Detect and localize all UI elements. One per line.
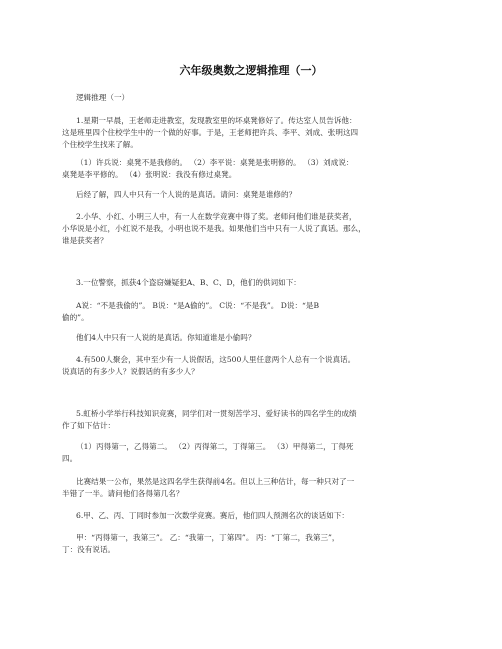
paragraph-problem-3: [62, 277, 442, 289]
paragraph-statements-1: [62, 157, 442, 181]
text-line: 比赛结果一公布，果然是这四名学生获得前4名。但以上三种估计，每一种只对了一: [76, 477, 355, 486]
text-line: 这是班里四个住校学生中的一个做的好事。于是，王老师把许兵、李平、刘成、张明这四: [62, 128, 359, 137]
text-line: 丁：没有说话。: [62, 545, 116, 554]
text-line: 说真话的有多少人？说假话的有多少人？: [62, 367, 199, 376]
text-line: （1）丙得第一，乙得第二。 （2）丙得第二，丁得第三。 （3）甲得第二，丁得死: [76, 442, 354, 451]
text-line: 4.有500人聚会，其中至少有一人说假话，这500人里任意两个人总有一个说真话。: [76, 355, 356, 364]
text-line: 作了如下估计：: [62, 421, 116, 430]
paragraph-problem-2: [62, 211, 442, 247]
text-line: 3.一位警察，抓获4个盗窃嫌疑犯A、B、C、D，他们的供词如下：: [76, 278, 301, 287]
paragraph-statements-5: [62, 441, 442, 465]
text-line: （1）许兵说：桌凳不是我修的。 （2）李平说：桌凳是张明修的。 （3）刘成说：: [76, 158, 354, 167]
text-line: 2.小华、小红、小明三人中，有一人在数学竞赛中得了奖。老师问他们谁是获奖者，: [76, 212, 357, 221]
text-line: 小华说是小红，小红说不是我，小明也说不是我。如果他们当中只有一人说了真话。那么，: [62, 224, 366, 233]
text-line: 逻辑推理（一）: [76, 93, 130, 102]
text-line: 个住校学生找来了解。: [62, 140, 138, 149]
text-line: 谁是获奖者？: [62, 236, 108, 245]
text-line: 6.甲、乙、丙、丁同时参加一次数学竞赛。赛后，他们四人预测名次的谈话如下：: [76, 511, 350, 520]
paragraph-question-3: [62, 332, 442, 344]
paragraph-question-1: [62, 189, 442, 201]
paragraph-problem-1: [62, 115, 442, 151]
document-title: 六年级奥数之逻辑推理（一）: [179, 64, 323, 77]
text-line: 四。: [62, 454, 78, 463]
text-line: 偷的”。: [62, 313, 89, 322]
text-line: 后经了解，四人中只有一个人说的是真话。请问：桌凳是谁修的？: [76, 190, 297, 199]
text-line: 1.星期一早晨，王老师走进教室，发现教室里的坏桌凳修好了。传达室人员告诉他：: [76, 116, 357, 125]
paragraph-statements-6: [62, 532, 442, 556]
section-heading: [76, 92, 456, 104]
text-line: 甲：“丙得第一，我第三”。 乙：“我第一，丁第四”。 丙：“丁第二，我第三”，: [76, 533, 340, 542]
text-line: 他们4人中只有一人说的是真话。你知道谁是小偷吗？: [76, 333, 256, 342]
text-line: 桌凳是李平修的。 （4）张明说：我没有修过桌凳。: [62, 170, 237, 179]
text-line: 5.虹桥小学举行科技知识竞赛，同学们对一贯刻苦学习、爱好读书的四名学生的成绩: [76, 409, 357, 418]
paragraph-problem-4: [62, 354, 442, 378]
paragraph-statements-3: [62, 300, 442, 324]
paragraph-problem-5: [62, 408, 442, 432]
paragraph-problem-6: [62, 510, 442, 522]
paragraph-question-5: [62, 476, 442, 500]
text-line: 半错了一半。请问他们各得第几名？: [62, 489, 184, 498]
text-line: A说：“不是我偷的”。 B说：“是A偷的”。 C说：“不是我”。 D说：“是B: [76, 301, 320, 310]
